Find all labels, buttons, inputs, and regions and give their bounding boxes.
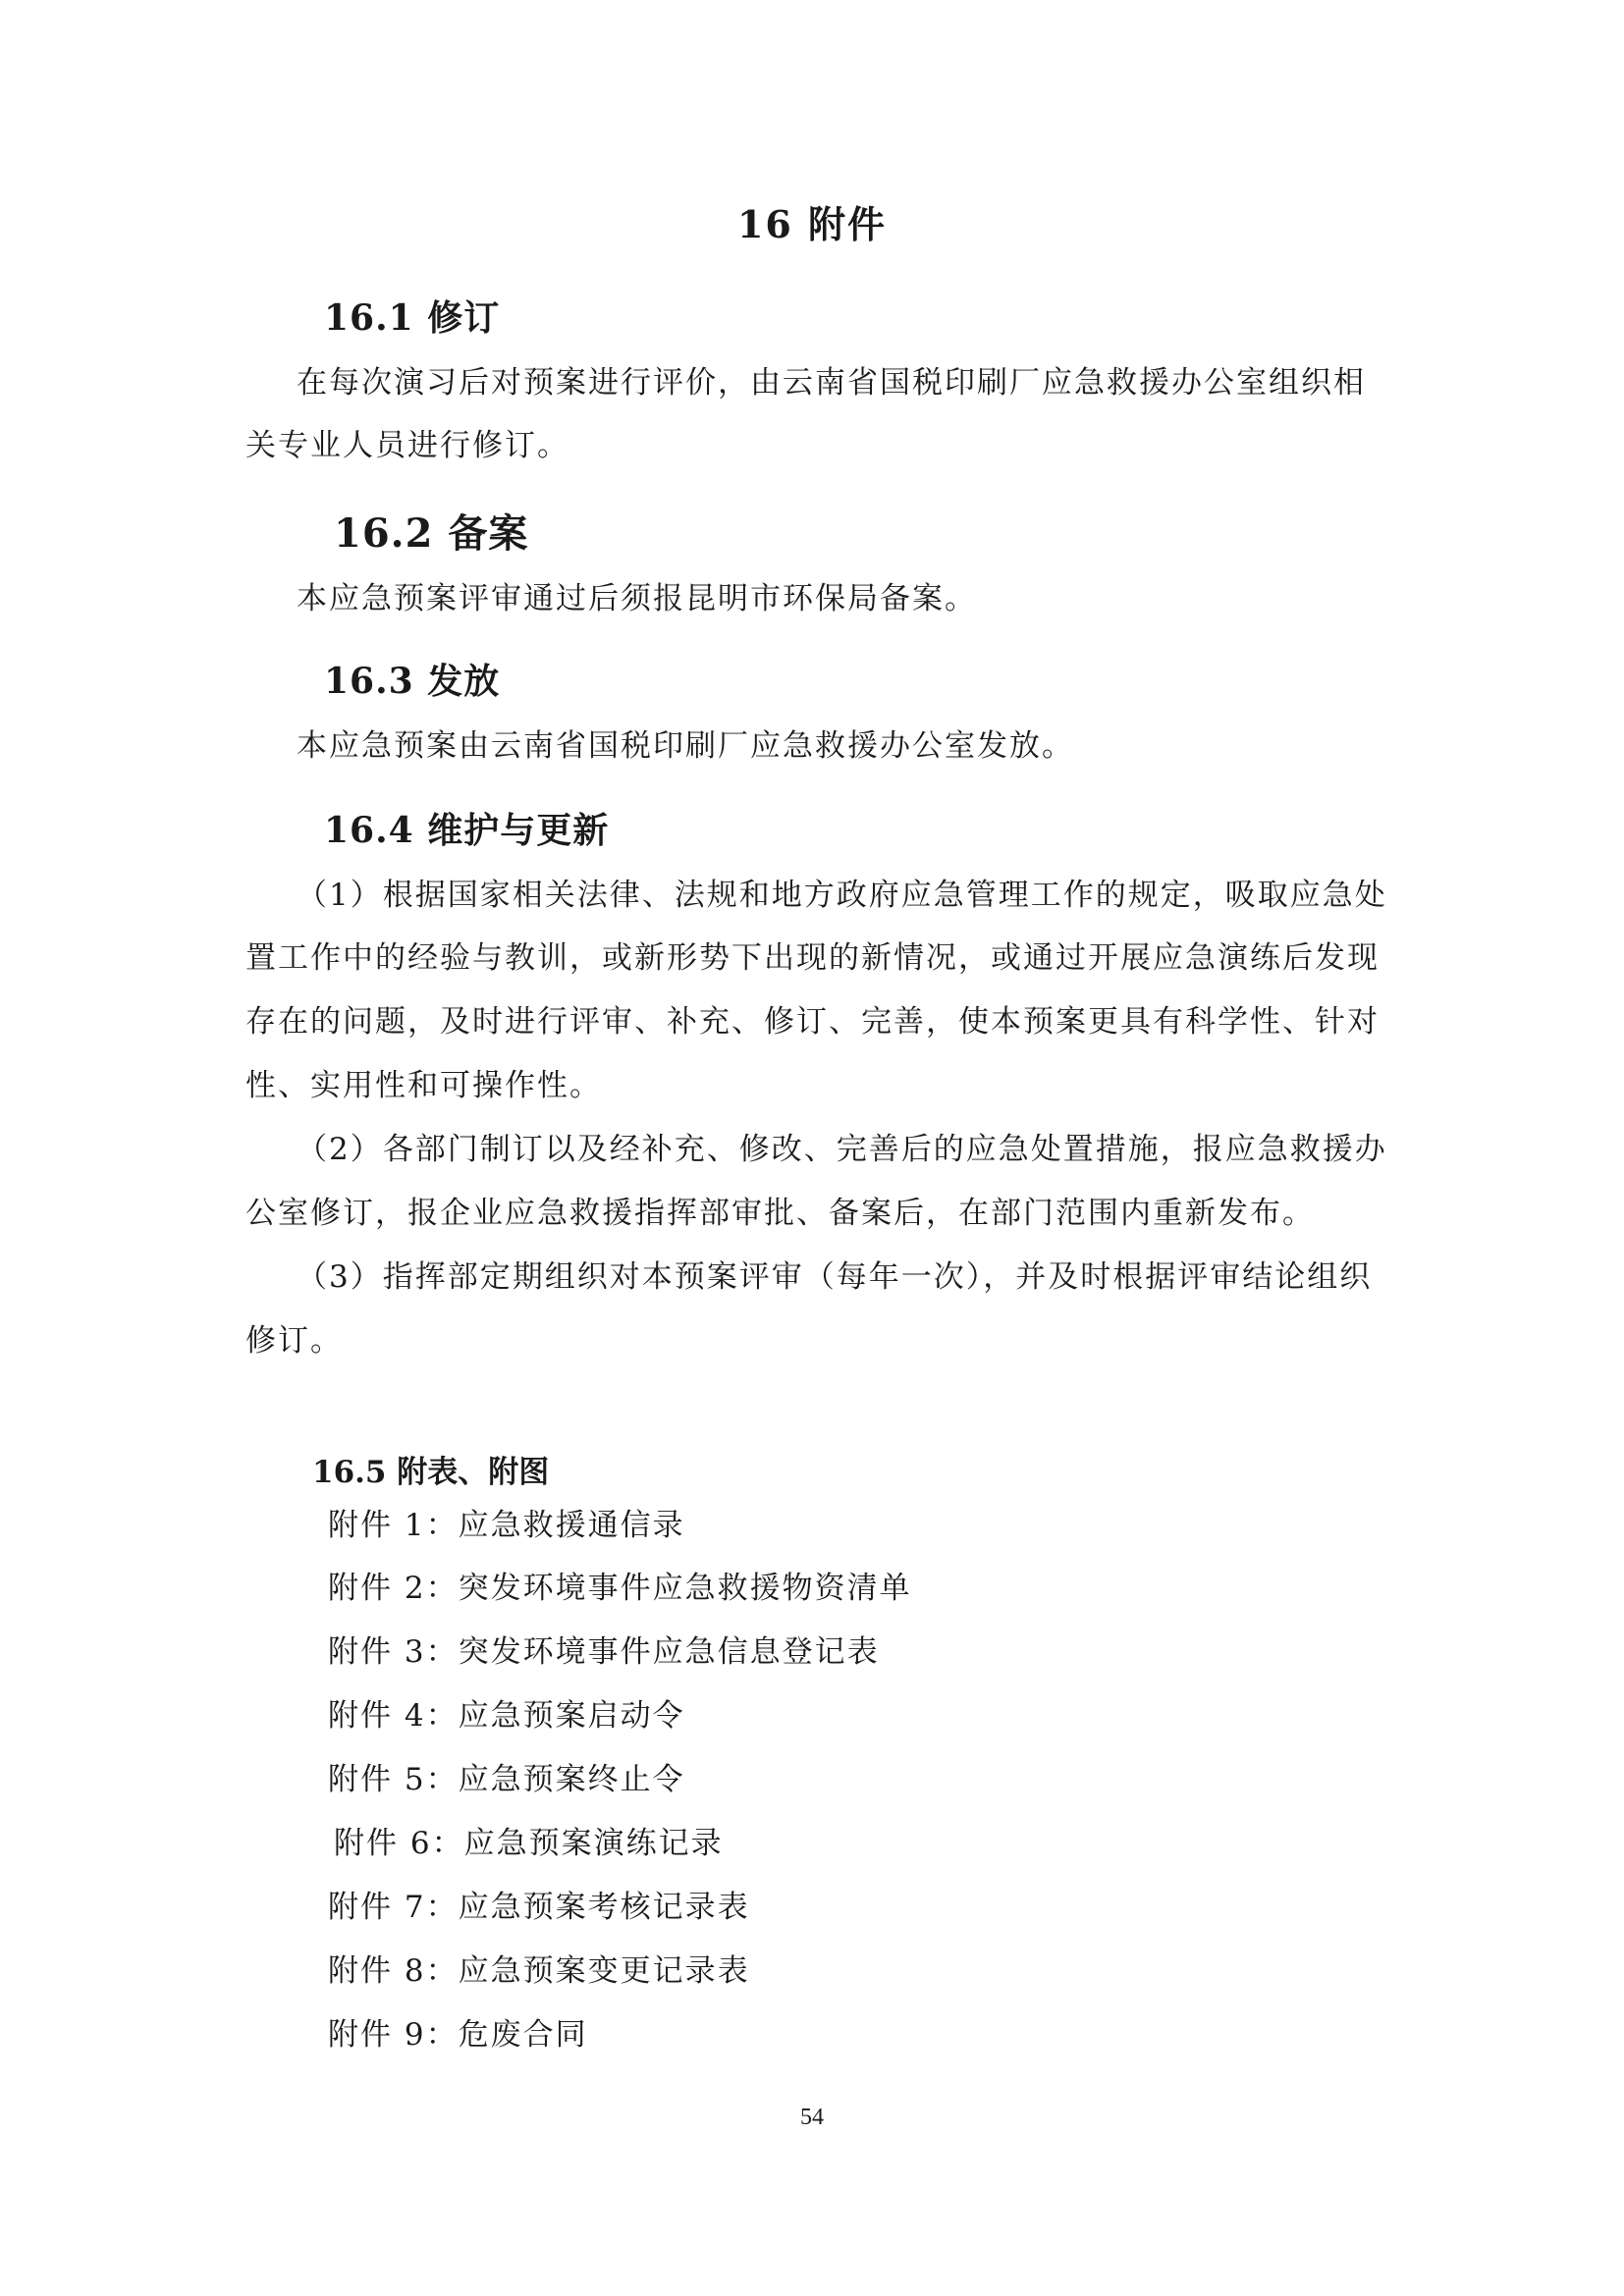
maintenance-line-5: （2）各部门制订以及经补充、修改、完善后的应急处置措施，报应急救援办 [297, 1132, 1387, 1167]
maintenance-line-4: 性、实用性和可操作性。 [245, 1068, 602, 1103]
maintenance-line-6: 公室修订，报企业应急救援指挥部审批、备案后，在部门范围内重新发布。 [245, 1196, 1315, 1231]
attachment-item: 附件 9：危废合同 [328, 2017, 588, 2053]
attachment-item: 附件 7：应急预案考核记录表 [328, 1890, 750, 1925]
attachment-item: 附件 8：应急预案变更记录表 [328, 1953, 750, 1989]
section-heading-revision: 16.1 修订 [324, 297, 501, 339]
maintenance-line-3: 存在的问题，及时进行评审、补充、修订、完善，使本预案更具有科学性、针对 [245, 1004, 1380, 1040]
attachment-item: 附件 6：应急预案演练记录 [334, 1826, 724, 1861]
maintenance-line-8: 修订。 [245, 1323, 343, 1359]
attachment-item: 附件 4：应急预案启动令 [328, 1698, 685, 1734]
attachment-item: 附件 3：突发环境事件应急信息登记表 [328, 1634, 880, 1670]
distribution-line-1: 本应急预案由云南省国税印刷厂应急救援办公室发放。 [297, 728, 1074, 764]
maintenance-line-2: 置工作中的经验与教训，或新形势下出现的新情况，或通过开展应急演练后发现 [245, 940, 1380, 976]
attachment-item: 附件 5：应急预案终止令 [328, 1762, 685, 1797]
maintenance-line-1: （1）根据国家相关法律、法规和地方政府应急管理工作的规定，吸取应急处 [297, 878, 1387, 913]
section-heading-filing: 16.2 备案 [334, 510, 529, 557]
maintenance-line-7: （3）指挥部定期组织对本预案评审（每年一次），并及时根据评审结论组织 [297, 1259, 1373, 1295]
page-number: 54 [800, 2105, 824, 2130]
attachment-item: 附件 2：突发环境事件应急救援物资清单 [328, 1571, 912, 1606]
revision-line-2: 关专业人员进行修订。 [245, 428, 569, 463]
filing-line-1: 本应急预案评审通过后须报昆明市环保局备案。 [297, 581, 977, 616]
revision-line-1: 在每次演习后对预案进行评价，由云南省国税印刷厂应急救援办公室组织相 [297, 365, 1366, 400]
section-heading-attachments: 16.5 附表、附图 [312, 1455, 550, 1490]
attachment-item: 附件 1：应急救援通信录 [328, 1508, 685, 1543]
section-heading-distribution: 16.3 发放 [324, 661, 501, 702]
section-heading-maintenance: 16.4 维护与更新 [324, 810, 610, 851]
chapter-title: 16 附件 [736, 202, 888, 246]
